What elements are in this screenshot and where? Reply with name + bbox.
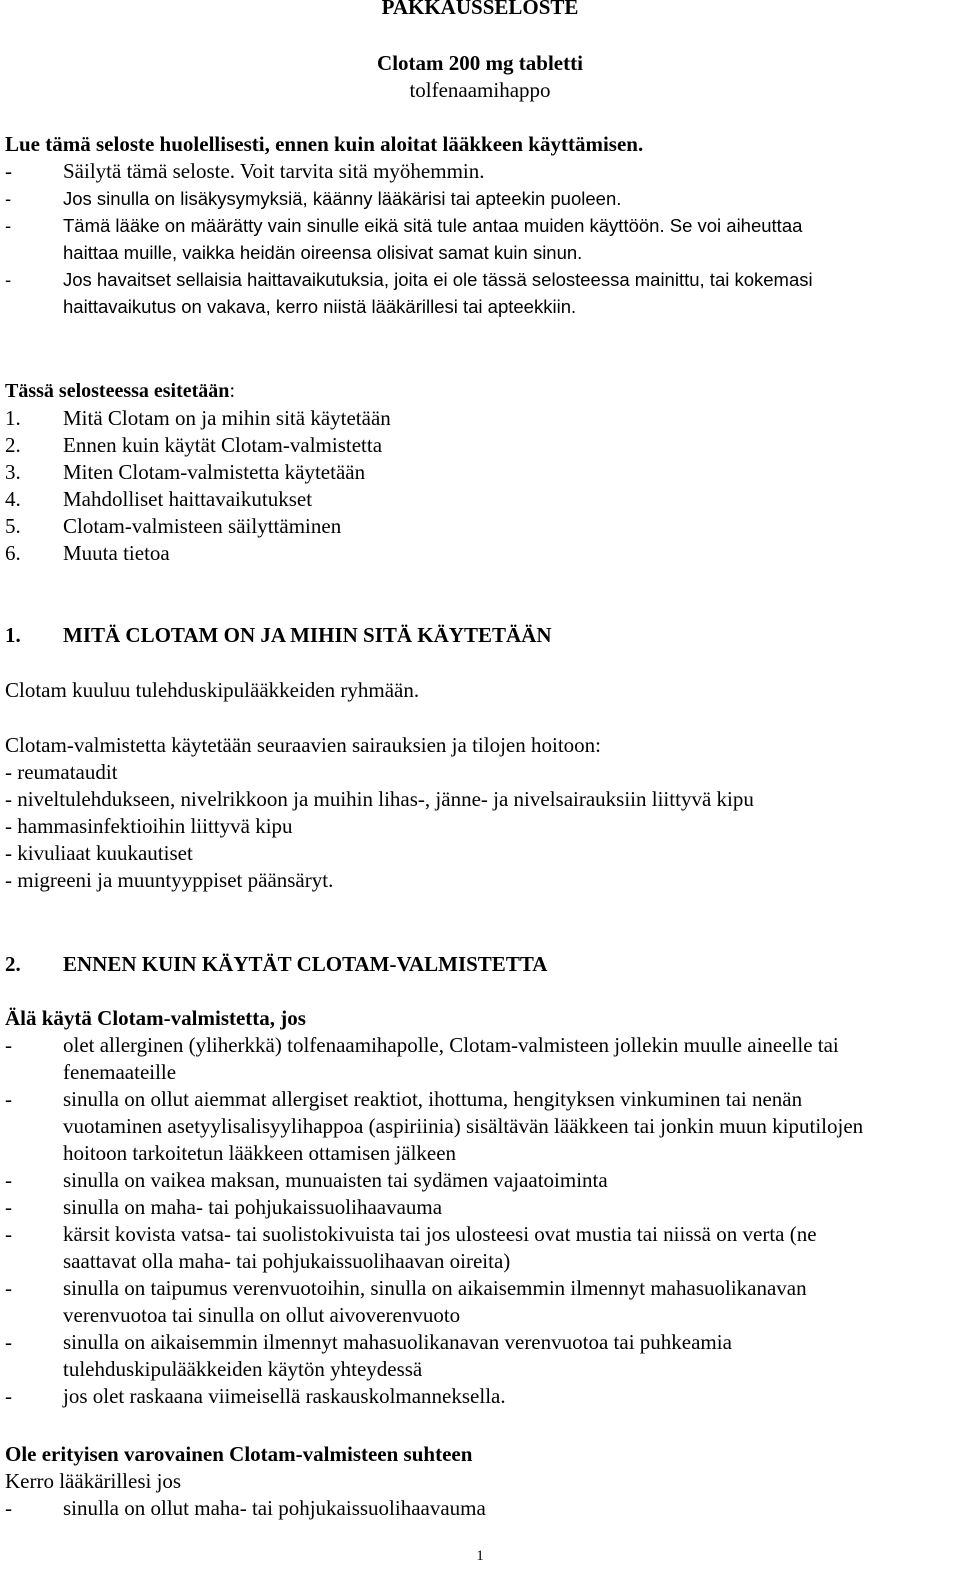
use-item: - kivuliaat kuukautiset	[5, 841, 193, 865]
list-item-line: hoitoon tarkoitetun lääkkeen ottamisen jälkeen	[63, 1141, 457, 1165]
list-dash: -	[5, 1222, 12, 1246]
list-dash: -	[5, 1330, 12, 1354]
list-item	[5, 1383, 955, 1410]
list-item-line: tulehduskipulääkkeiden käytön yhteydessä	[63, 1357, 423, 1381]
list-item	[5, 158, 945, 185]
toc-item	[5, 432, 605, 459]
page-number: 1	[476, 1548, 484, 1564]
toc-item	[5, 540, 605, 567]
list-item	[5, 1221, 955, 1275]
toc-number: 4.	[5, 487, 21, 511]
list-item-line: kärsit kovista vatsa- tai suolistokivuista tai jos ulosteesi ovat mustia tai niissä on verta (ne	[63, 1222, 817, 1246]
caution-list	[5, 1495, 955, 1522]
toc-number: 2.	[5, 433, 21, 457]
list-item-line: verenvuotoa tai sinulla on ollut aivoverenvuoto	[63, 1303, 461, 1327]
list-item-line: vuotaminen asetyylisalisyylihappoa (aspiriinia) sisältävän lääkkeen tai jonkin muun kiputilojen	[63, 1114, 864, 1138]
list-dash: -	[5, 188, 12, 209]
list-item-line: jos olet raskaana viimeisellä raskauskolmanneksella.	[63, 1384, 506, 1408]
list-item-line: haittavaikutus on vakava, kerro niistä lääkärillesi tai apteekkiin.	[63, 296, 577, 317]
list-item-line: fenemaateille	[63, 1060, 177, 1084]
list-item-line: sinulla on ollut aiemmat allergiset reaktiot, ihottuma, hengityksen vinkuminen tai nenän	[63, 1087, 803, 1111]
caution-heading: Ole erityisen varovainen Clotam-valmisteen suhteen	[5, 1442, 473, 1466]
list-dash: -	[5, 1195, 12, 1219]
list-dash: -	[5, 1033, 12, 1057]
section-1-heading: 1. MITÄ CLOTAM ON JA MIHIN SITÄ KÄYTETÄÄN	[5, 623, 552, 647]
list-item	[5, 212, 945, 266]
list-dash: -	[5, 1168, 12, 1192]
active-substance: tolfenaamihappo	[409, 78, 551, 102]
toc-number: 3.	[5, 460, 21, 484]
list-item	[5, 1032, 955, 1086]
toc-item	[5, 405, 605, 432]
list-item	[5, 1495, 955, 1522]
list-dash: -	[5, 1384, 12, 1408]
toc-item	[5, 459, 605, 486]
list-item-line: Jos havaitset sellaisia haittavaikutuksia, joita ei ole tässä selosteessa mainittu, tai kokemasi	[63, 269, 813, 290]
toc-item	[5, 513, 605, 540]
section-1-uses-intro: Clotam-valmistetta käytetään seuraavien sairauksien ja tilojen hoitoon:	[5, 733, 601, 757]
list-item-line: Säilytä tämä seloste. Voit tarvita sitä myöhemmin.	[63, 159, 485, 183]
contraindications-list	[5, 1032, 955, 1410]
list-item	[5, 185, 945, 212]
list-item-line: saattavat olla maha- tai pohjukaissuolihaavan oireita)	[63, 1249, 511, 1273]
toc-number: 6.	[5, 541, 21, 565]
intro-heading: Lue tämä seloste huolellisesti, ennen kuin aloitat lääkkeen käyttämisen.	[5, 132, 644, 156]
use-item: - hammasinfektioihin liittyvä kipu	[5, 814, 293, 838]
toc-label: Muuta tietoa	[63, 541, 170, 565]
toc-label: Mitä Clotam on ja mihin sitä käytetään	[63, 406, 391, 430]
list-dash: -	[5, 1496, 12, 1520]
list-dash: -	[5, 1087, 12, 1111]
list-item-line: olet allerginen (yliherkkä) tolfenaamihapolle, Clotam-valmisteen jollekin muulle aineelle tai	[63, 1033, 839, 1057]
list-item-line: sinulla on ollut maha- tai pohjukaissuolihaavauma	[63, 1496, 486, 1520]
list-item	[5, 1086, 955, 1167]
toc-label: Ennen kuin käytät Clotam-valmistetta	[63, 433, 383, 457]
use-item: - reumataudit	[5, 760, 118, 784]
list-item-line: Tämä lääke on määrätty vain sinulle eikä sitä tule antaa muiden käyttöön. Se voi aiheuttaa	[63, 215, 803, 236]
list-item-line: haittaa muille, vaikka heidän oireensa olisivat samat kuin sinun.	[63, 242, 583, 263]
list-item	[5, 1167, 955, 1194]
toc-heading: Tässä selosteessa esitetään:	[5, 380, 235, 402]
toc-item	[5, 486, 605, 513]
list-item-line: sinulla on vaikea maksan, munuaisten tai sydämen vajaatoiminta	[63, 1168, 608, 1192]
toc-number: 5.	[5, 514, 21, 538]
toc-number: 1.	[5, 406, 21, 430]
use-item: - niveltulehdukseen, nivelrikkoon ja muihin lihas-, jänne- ja nivelsairauksiin liittyvä kipu	[5, 787, 754, 811]
toc-list	[5, 405, 605, 567]
intro-list	[5, 158, 945, 320]
list-item	[5, 1275, 955, 1329]
page-title: PAKKAUSSELOSTE	[381, 0, 579, 19]
list-dash: -	[5, 159, 12, 183]
uses-list	[5, 759, 945, 894]
list-item-line: Jos sinulla on lisäkysymyksiä, käänny lääkärisi tai apteekin puoleen.	[63, 188, 622, 209]
list-item	[5, 1329, 955, 1383]
list-item-line: sinulla on taipumus verenvuotoihin, sinulla on aikaisemmin ilmennyt mahasuolikanavan	[63, 1276, 807, 1300]
section-1-paragraph: Clotam kuuluu tulehduskipulääkkeiden ryhmään.	[5, 678, 420, 702]
use-item: - migreeni ja muuntyyppiset päänsäryt.	[5, 868, 334, 892]
list-dash: -	[5, 269, 12, 290]
contraindications-heading: Älä käytä Clotam-valmistetta, jos	[5, 1006, 306, 1030]
toc-label: Miten Clotam-valmistetta käytetään	[63, 460, 366, 484]
toc-label: Clotam-valmisteen säilyttäminen	[63, 514, 342, 538]
list-item-line: sinulla on aikaisemmin ilmennyt mahasuolikanavan verenvuotoa tai puhkeamia	[63, 1330, 732, 1354]
section-2-heading: 2. ENNEN KUIN KÄYTÄT CLOTAM-VALMISTETTA	[5, 952, 548, 976]
list-item	[5, 1194, 955, 1221]
list-dash: -	[5, 215, 12, 236]
toc-label: Mahdolliset haittavaikutukset	[63, 487, 313, 511]
product-name: Clotam 200 mg tabletti	[377, 51, 583, 75]
list-item-line: sinulla on maha- tai pohjukaissuolihaavauma	[63, 1195, 443, 1219]
list-dash: -	[5, 1276, 12, 1300]
caution-intro: Kerro lääkärillesi jos	[5, 1469, 182, 1493]
list-item	[5, 266, 945, 320]
